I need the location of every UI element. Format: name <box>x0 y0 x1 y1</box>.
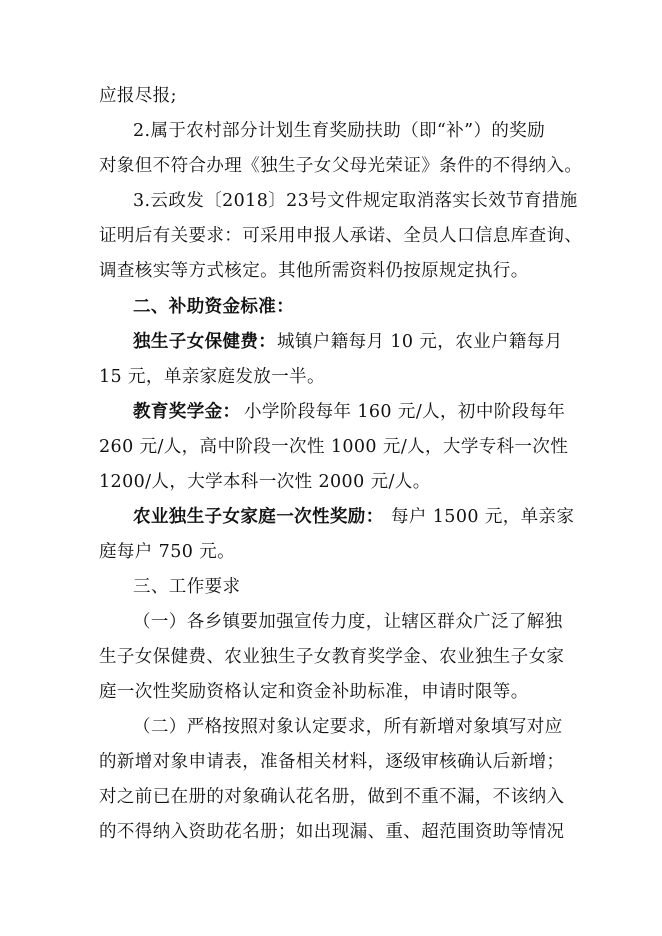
line-text: 庭每户 750 元。 <box>99 542 236 562</box>
text-line <box>0 505 662 529</box>
line-text: 应报尽报; <box>99 86 177 106</box>
heading-text: 三、工作要求 <box>133 577 241 597</box>
line-text: （一）各乡镇要加强宣传力度，让辖区群众广泛了解独 <box>133 612 563 632</box>
text-line <box>0 400 662 424</box>
line-text: 260 元/人，高中阶段一次性 1000 元/人，大学专科一次性 <box>99 437 569 457</box>
text-line <box>0 154 662 178</box>
text-line <box>0 365 662 389</box>
text-line <box>0 645 662 669</box>
line-text: 15 元，单亲家庭发放一半。 <box>99 367 325 387</box>
text-line <box>0 435 662 459</box>
text-line <box>0 224 662 248</box>
section-heading <box>0 295 662 319</box>
text-line <box>0 680 662 704</box>
text-line <box>0 750 662 774</box>
line-text: 的不得纳入资助花名册；如出现漏、重、超范围资助等情况 <box>99 822 565 842</box>
term-label: 独生子女保健费： <box>133 332 277 352</box>
line-text: 2.属于农村部分计划生育奖励扶助（即“补”）的奖励 <box>133 121 546 141</box>
line-text: 小学阶段每年 160 元/人，初中阶段每年 <box>244 402 566 422</box>
text-line <box>0 84 662 108</box>
heading-text: 二、补助资金标准： <box>133 297 295 317</box>
line-text: 的新增对象申请表，准备相关材料，逐级审核确认后新增； <box>99 752 565 772</box>
line-text: 生子女保健费、农业独生子女教育奖学金、农业独生子女家 <box>99 647 565 667</box>
text-line <box>0 470 662 494</box>
line-text: 调查核实等方式核定。其他所需资料仍按原规定执行。 <box>99 261 529 281</box>
line-text: 城镇户籍每月 10 元，农业户籍每月 <box>277 332 563 352</box>
text-line <box>0 820 662 844</box>
text-line <box>0 785 662 809</box>
line-text: 证明后有关要求：可采用申报人承诺、全员人口信息库查询、 <box>99 226 583 246</box>
line-text: 对之前已在册的对象确认花名册，做到不重不漏，不该纳入 <box>99 787 565 807</box>
text-line <box>0 119 662 143</box>
line-text: 每户 1500 元，单亲家 <box>391 507 575 527</box>
line-text: 对象但不符合办理《独生子女父母光荣证》条件的不得纳入。 <box>99 156 583 176</box>
term-label: 农业独生子女家庭一次性奖励： <box>133 507 384 527</box>
text-line <box>0 715 662 739</box>
line-text: 1200/人，大学本科一次性 2000 元/人。 <box>99 472 431 492</box>
text-line <box>0 259 662 283</box>
line-text: 3.云政发〔2018〕23号文件规定取消落实长效节育措施 <box>133 191 578 211</box>
term-label: 教育奖学金： <box>133 402 241 422</box>
text-line <box>0 610 662 634</box>
line-text: 庭一次性奖励资格认定和资金补助标准，申请时限等。 <box>99 682 529 702</box>
text-line <box>0 189 662 213</box>
line-text: （二）严格按照对象认定要求，所有新增对象填写对应 <box>133 717 563 737</box>
section-heading <box>0 575 662 599</box>
text-line <box>0 540 662 564</box>
text-line <box>0 330 662 354</box>
